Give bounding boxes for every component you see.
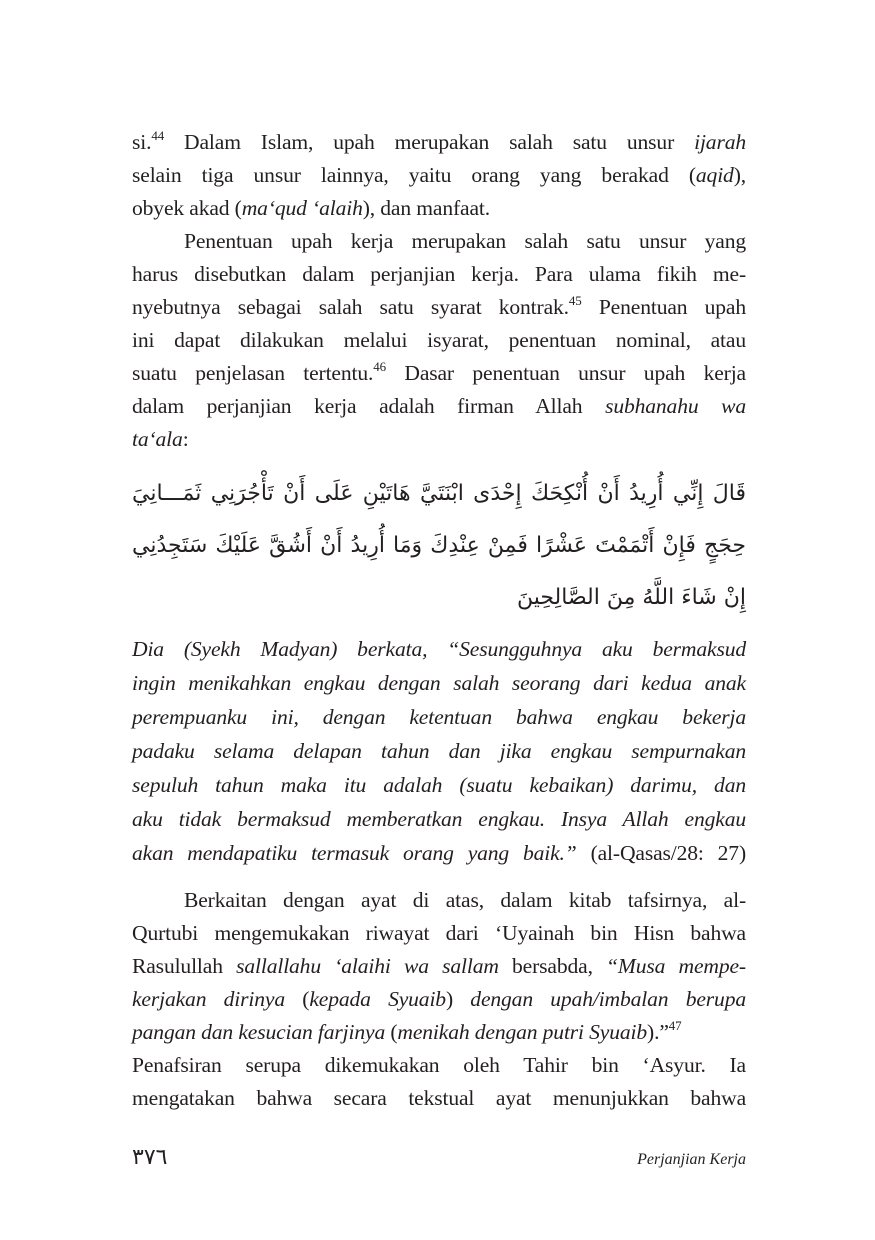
text-line: harus disebutkan dalam perjanjian kerja. Para ulama fikih me- <box>132 262 746 286</box>
text: akan mendapatiku termasuk orang yang baik.” <box>132 841 577 865</box>
verse-citation: (al-Qasas/28: 27) <box>576 841 746 865</box>
text: ( <box>385 1020 398 1044</box>
paragraph-4 <box>132 884 746 1115</box>
text-line <box>132 1016 746 1049</box>
italic-term: ijarah <box>694 130 746 154</box>
italic-quote: “Musa mempe- <box>606 954 746 978</box>
text-line <box>132 291 746 324</box>
italic-term: ma‘qud ‘alaih <box>241 196 363 220</box>
text-line: Berkaitan dengan ayat di atas, dalam kitab tafsirnya, al- <box>184 888 746 912</box>
text: Penentuan upah <box>581 295 746 319</box>
page-body <box>132 0 746 1190</box>
footnote-ref[interactable]: 46 <box>373 359 386 374</box>
arabic-verse <box>132 468 746 624</box>
text-line: Dia (Syekh Madyan) berkata, “Sesungguhnya aku bermaksud <box>132 637 746 661</box>
italic-quote: kepada Syuaib <box>309 987 446 1011</box>
italic-quote: dengan upah/imbalan berupa <box>470 987 746 1011</box>
text-line: perempuanku ini, dengan ketentuan bahwa engkau bekerja <box>132 705 746 729</box>
italic-quote: kerjakan dirinya <box>132 987 285 1011</box>
text-line <box>132 159 746 192</box>
text: : <box>182 427 189 451</box>
page-footer <box>132 1145 746 1190</box>
text-line <box>132 390 746 423</box>
text: ( <box>284 987 310 1011</box>
text-line: Penafsiran serupa dikemukakan oleh Tahir bin ‘Asyur. Ia <box>132 1053 746 1077</box>
text-line <box>132 836 746 870</box>
text: obyek akad ( <box>132 196 242 220</box>
text: ).” <box>647 1020 669 1044</box>
verse-translation <box>132 632 746 870</box>
italic-term: aqid <box>695 163 734 187</box>
text: si. <box>132 130 152 154</box>
text-line: Qurtubi mengemukakan riwayat dari ‘Uyainah bin Hisn bahwa <box>132 921 746 945</box>
text-line: ini dapat dilakukan melalui isyarat, penentuan nominal, atau <box>132 328 746 352</box>
footnote-ref[interactable]: 45 <box>568 293 582 308</box>
text-line: aku tidak bermaksud memberatkan engkau. Insya Allah engkau <box>132 807 746 831</box>
text: suatu penjelasan tertentu. <box>132 361 374 385</box>
text: ), dan manfaat. <box>362 196 490 220</box>
text: dalam perjanjian kerja adalah firman Allah <box>132 394 606 418</box>
text: bersabda, <box>498 954 607 978</box>
footnote-ref[interactable]: 47 <box>668 1018 682 1033</box>
text-line <box>132 950 746 983</box>
italic-quote: pangan dan kesucian farjinya <box>132 1020 386 1044</box>
italic-term: sallallahu ‘alaihi wa sallam <box>236 954 499 978</box>
text-line <box>132 126 746 159</box>
text: Dasar penentuan unsur upah kerja <box>385 361 746 385</box>
text-line: Penentuan upah kerja merupakan salah satu unsur yang <box>184 229 746 253</box>
text-line: padaku selama delapan tahun dan jika engkau sempurnakan <box>132 739 746 763</box>
arabic-line: قَالَ إِنِّي أُرِيدُ أَنْ أُنْكِحَكَ إِحْدَى ابْنَتَيَّ هَاتَيْنِ عَلَى أَنْ تَأْجُرَنِي ثَمَـــانِيَ <box>132 481 746 506</box>
text: nyebutnya sebagai salah satu syarat kontrak. <box>132 295 569 319</box>
text: Dalam Islam, upah merupakan salah satu unsur <box>164 130 695 154</box>
running-head: Perjanjian Kerja <box>637 1151 746 1168</box>
text: Rasulullah <box>132 954 237 978</box>
text: ), <box>733 163 746 187</box>
italic-term: subhanahu wa <box>605 394 747 418</box>
text: selain tiga unsur lainnya, yaitu orang yang berakad ( <box>132 163 696 187</box>
footnote-ref[interactable]: 44 <box>151 128 165 143</box>
text-line <box>132 192 746 225</box>
text: ) <box>445 987 471 1011</box>
paragraph-1 <box>132 126 746 225</box>
text-line: ingin menikahkan engkau dengan salah seorang dari kedua anak <box>132 671 746 695</box>
page-number: ٣٧٦ <box>132 1145 168 1170</box>
text-line: mengatakan bahwa secara tekstual ayat menunjukkan bahwa <box>132 1086 746 1110</box>
text-line <box>132 423 746 456</box>
text-line <box>132 357 746 390</box>
italic-quote: menikah dengan putri Syuaib <box>397 1020 648 1044</box>
text-line: sepuluh tahun maka itu adalah (suatu kebaikan) darimu, dan <box>132 773 746 797</box>
italic-term: ta‘ala <box>132 427 183 451</box>
arabic-line: حِجَجٍ فَإِنْ أَتْمَمْتَ عَشْرًا فَمِنْ عِنْدِكَ وَمَا أُرِيدُ أَنْ أَشُقَّ عَلَيْكَ سَتَجِدُنِي <box>132 533 746 558</box>
paragraph-2 <box>132 225 746 456</box>
arabic-line: إِنْ شَاءَ اللَّهُ مِنَ الصَّالِحِينَ <box>516 585 746 610</box>
text-line <box>132 983 746 1016</box>
